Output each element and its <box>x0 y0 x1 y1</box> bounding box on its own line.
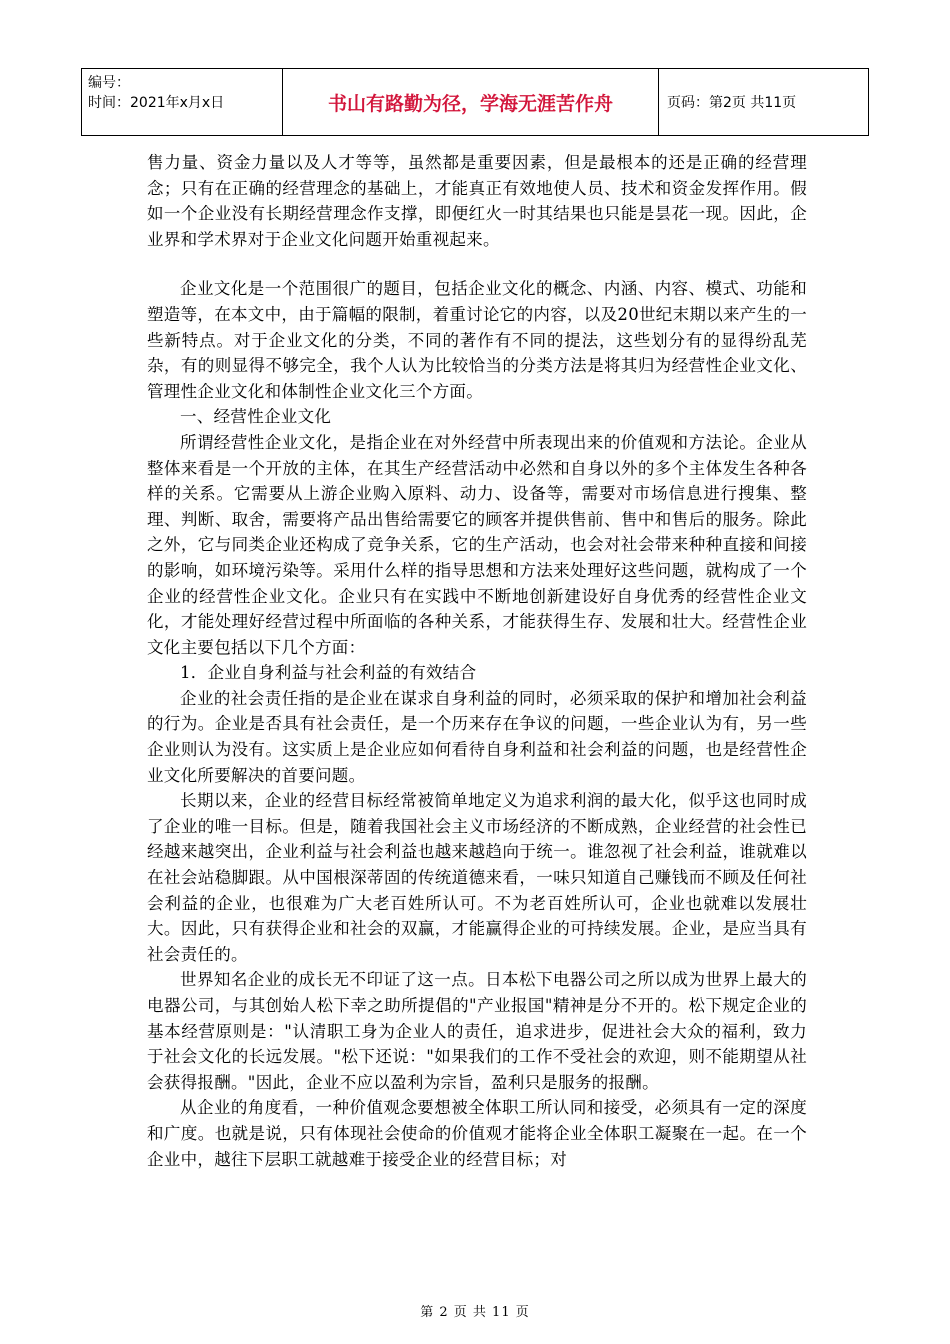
paragraph-continued: 售力量、资金力量以及人才等等，虽然都是重要因素，但是最根本的还是正确的经营理念；只有在正确的经营理念的基础上，才能真正有效地使人员、技术和资金发挥作用。假如一个企业没有长期经营理念作支撑，即便红火一时其结果也只能是昙花一现。因此，企业界和学术界对于企业文化问题开始重视起来。 <box>147 153 807 249</box>
footer-page-number: 第 2 页 共 11 页 <box>420 1305 530 1320</box>
paragraph: 企业的社会责任指的是企业在谋求自身利益的同时，必须采取的保护和增加社会利益的行为。企业是否具有社会责任，是一个历来存在争议的问题，一些企业认为有，另一些企业则认为没有。这实质上是企业应如何看待自身利益和社会利益的问题，也是经营性企业文化所要解决的首要问题。 <box>147 688 807 785</box>
subsection-heading: 1．企业自身利益与社会利益的有效结合 <box>180 663 477 683</box>
paragraph: 从企业的角度看，一种价值观念要想被全体职工所认同和接受，必须具有一定的深度和广度。也就是说，只有体现社会使命的价值观才能将企业全体职工凝聚在一起。在一个企业中，越往下层职工就越难于接受企业的经营目标；对 <box>147 1098 807 1169</box>
document-body <box>147 150 807 1172</box>
paragraph: 长期以来，企业的经营目标经常被简单地定义为追求利润的最大化，似乎这也同时成了企业的唯一目标。但是，随着我国社会主义市场经济的不断成熟，企业经营的社会性已经越来越突出，企业利益与社会利益也越来越趋向于统一。谁忽视了社会利益，谁就难以在社会站稳脚跟。从中国根深蒂固的传统道德来看，一味只知道自己赚钱而不顾及任何社会利益的企业，也很难为广大老百姓所认可。不为老百姓所认可，企业也就难以发展壮大。因此，只有获得企业和社会的双赢，才能赢得企业的可持续发展。企业，是应当具有社会责任的。 <box>147 791 807 964</box>
document-date-label: 时间：2021年x月x日 <box>88 95 225 111</box>
document-number-label: 编号： <box>88 75 130 91</box>
header-motto-cell <box>283 69 659 135</box>
header-meta-cell <box>82 69 283 135</box>
paragraph-intro: 企业文化是一个范围很广的题目，包括企业文化的概念、内涵、内容、模式、功能和塑造等，在本文中，由于篇幅的限制，着重讨论它的内容，以及20世纪末期以来产生的一些新特点。对于企业文化的分类，不同的著作有不同的提法，这些划分有的显得纷乱芜杂，有的则显得不够完全，我个人认为比较恰当的分类方法是将其归为经营性企业文化、管理性企业文化和体制性企业文化三个方面。 <box>147 279 807 401</box>
header-page-info: 页码：第2页 共11页 <box>667 95 797 111</box>
section-heading: 一、经营性企业文化 <box>180 407 332 427</box>
page-footer <box>0 1301 950 1320</box>
paragraph: 世界知名企业的成长无不印证了这一点。日本松下电器公司之所以成为世界上最大的电器公司，与其创始人松下幸之助所提倡的"产业报国"精神是分不开的。松下规定企业的基本经营原则是："认清职工身为企业人的责任，追求进步，促进社会大众的福利，致力于社会文化的长远发展。"松下还说："如果我们的工作不受社会的欢迎，则不能期望从社会获得报酬。"因此，企业不应以盈利为宗旨，盈利只是服务的报酬。 <box>147 970 807 1092</box>
header-page-cell <box>659 69 868 135</box>
header-table <box>81 68 869 136</box>
paragraph: 所谓经营性企业文化，是指企业在对外经营中所表现出来的价值观和方法论。企业从整体来看是一个开放的主体，在其生产经营活动中必然和自身以外的多个主体发生各种各样的关系。它需要从上游企业购入原料、动力、设备等，需要对市场信息进行搜集、整理、判断、取舍，需要将产品出售给需要它的顾客并提供售前、售中和售后的服务。除此之外，它与同类企业还构成了竞争关系，它的生产活动，也会对社会带来种种直接和间接的影响，如环境污染等。采用什么样的指导思想和方法来处理好这些问题，就构成了一个企业的经营性企业文化。企业只有在实践中不断地创新建设好自身优秀的经营性企业文化，才能处理好经营过程中所面临的各种关系，才能获得生存、发展和壮大。经营性企业文化主要包括以下几个方面： <box>147 432 807 657</box>
header-motto: 书山有路勤为径，学海无涯苦作舟 <box>327 92 613 115</box>
